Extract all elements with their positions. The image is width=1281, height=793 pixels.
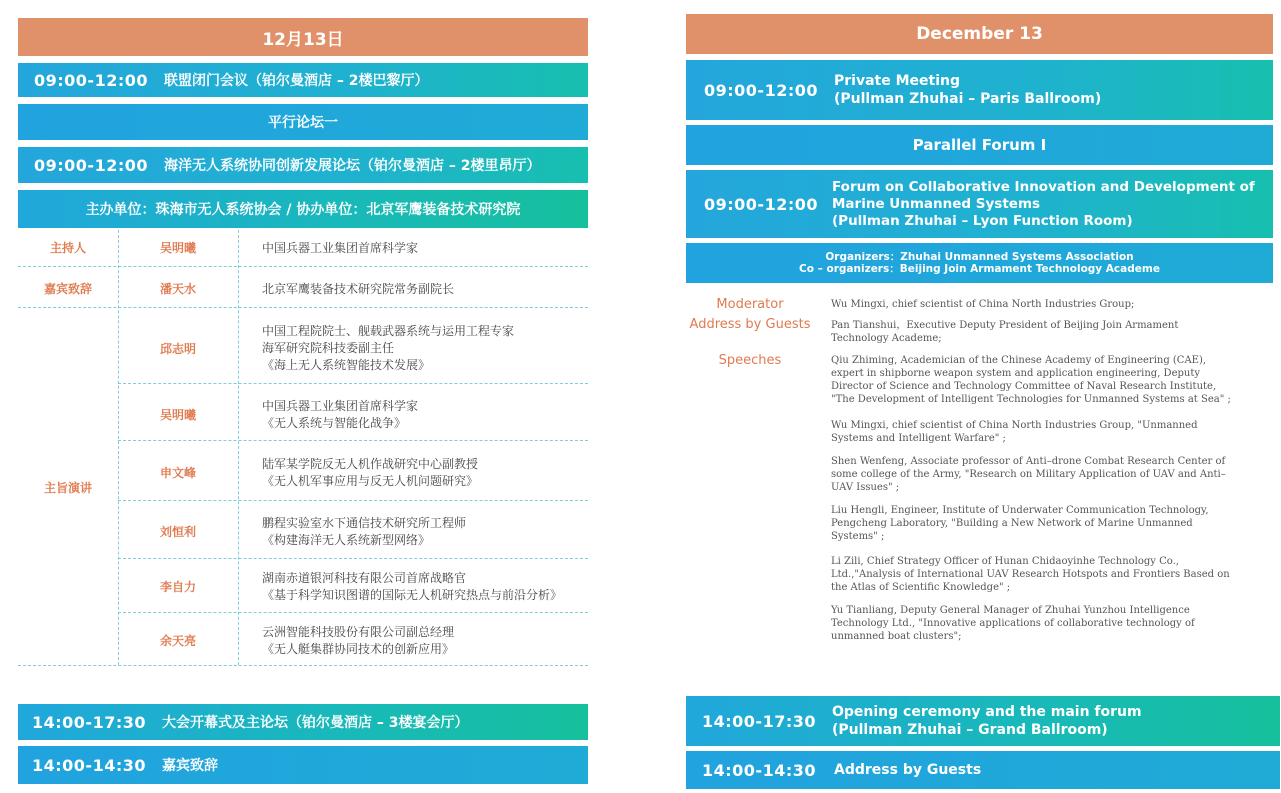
left-session-address bbox=[18, 746, 588, 784]
person-name: 吴明曦 bbox=[159, 241, 196, 255]
organizers-line: Co – organizers：Beijing Join Armament Technology Academe bbox=[799, 263, 1160, 275]
person-name: 李自力 bbox=[159, 580, 196, 594]
title-line: Private Meeting bbox=[834, 73, 960, 89]
session-time: 09:00-12:00 bbox=[34, 70, 148, 90]
desc-line: 云洲智能科技股份有限公司副总经理 bbox=[262, 625, 455, 639]
session-title bbox=[834, 72, 1101, 108]
right-session-forum bbox=[686, 170, 1273, 238]
person-desc bbox=[262, 323, 514, 374]
session-time: 09:00-12:00 bbox=[704, 80, 818, 100]
session-title: Address by Guests bbox=[834, 762, 982, 778]
desc-line: 中国工程院院士、舰载武器系统与运用工程专家 bbox=[262, 324, 515, 338]
left-session-private-meeting bbox=[18, 63, 588, 97]
speech-item bbox=[831, 555, 1256, 594]
left-organizers-bar bbox=[18, 190, 588, 228]
left-session-opening bbox=[18, 704, 588, 740]
person-name: 邱志明 bbox=[159, 342, 196, 356]
person-name: 申文峰 bbox=[159, 466, 196, 480]
right-date-label: December 13 bbox=[916, 24, 1043, 44]
forum-label: Parallel Forum I bbox=[912, 136, 1047, 154]
session-title: 海洋无人系统协同创新发展论坛（铂尔曼酒店 – 2楼里昂厅） bbox=[164, 158, 541, 174]
right-session-opening bbox=[686, 696, 1280, 746]
desc-line: 陆军某学院反无人机作战研究中心副教授 bbox=[262, 457, 479, 471]
right-session-private-meeting bbox=[686, 60, 1273, 120]
text-line: unmanned boat clusters"; bbox=[831, 631, 962, 642]
desc-line: 中国兵器工业集团首席科学家 bbox=[262, 399, 419, 413]
table-divider bbox=[118, 558, 588, 559]
person-name: 余天亮 bbox=[159, 634, 196, 648]
session-title: 大会开幕式及主论坛（铂尔曼酒店 – 3楼宴会厅） bbox=[162, 715, 469, 731]
left-session-forum bbox=[18, 147, 588, 183]
session-title: 嘉宾致辞 bbox=[162, 758, 218, 774]
text-line: Wu Mingxi, chief scientist of China North Industries Group, "Unmanned bbox=[831, 420, 1198, 431]
text-line: Director of Science and Technology Committee of Naval Research Institute, bbox=[831, 381, 1217, 392]
speech-item bbox=[831, 504, 1256, 543]
session-title bbox=[832, 179, 1255, 230]
session-time: 14:00-14:30 bbox=[32, 755, 146, 775]
person-desc bbox=[262, 624, 454, 658]
title-line: (Pullman Zhuhai – Lyon Function Room) bbox=[832, 212, 1133, 229]
table-divider bbox=[18, 266, 588, 267]
role-guest-address: 嘉宾致辞 bbox=[43, 282, 92, 296]
session-time: 09:00-12:00 bbox=[34, 155, 148, 175]
text-line: Systems" ; bbox=[831, 531, 885, 542]
session-time: 09:00-12:00 bbox=[704, 194, 818, 214]
person-name: 潘天水 bbox=[159, 282, 196, 296]
text-line: Shen Wenfeng, Associate professor of Anti–drone Combat Research Center of bbox=[831, 456, 1226, 467]
right-forum-label-bar bbox=[686, 125, 1273, 165]
table-divider bbox=[118, 383, 588, 384]
desc-line: 湖南赤道银河科技有限公司首席战略官 bbox=[262, 571, 467, 585]
left-date-header bbox=[18, 18, 588, 56]
table-divider bbox=[18, 307, 588, 308]
session-time: 14:00-14:30 bbox=[702, 760, 816, 780]
person-name: 吴明曦 bbox=[159, 408, 196, 422]
person-name: 刘恒利 bbox=[159, 525, 196, 539]
table-divider bbox=[118, 440, 588, 441]
desc-line: 《无人系统与智能化战争》 bbox=[262, 416, 407, 430]
person-desc: 北京军鹰装备技术研究院常务副院长 bbox=[262, 282, 455, 296]
speech-item bbox=[831, 604, 1256, 643]
session-time: 14:00-17:30 bbox=[702, 711, 816, 731]
session-time: 14:00-17:30 bbox=[32, 712, 146, 732]
left-forum-label-bar bbox=[18, 104, 588, 140]
role-keynote: 主旨演讲 bbox=[43, 481, 92, 495]
desc-line: 《无人机军事应用与反无人机问题研究》 bbox=[262, 474, 479, 488]
desc-line: 《基于科学知识图谱的国际无人机研究热点与前沿分析》 bbox=[262, 588, 563, 602]
forum-label: 平行论坛一 bbox=[268, 115, 338, 131]
desc-line: 海军研究院科技委副主任 bbox=[262, 341, 395, 355]
text-line: Ltd.,"Analysis of International UAV Research Hotspots and Frontiers Based on bbox=[831, 569, 1230, 580]
title-line: (Pullman Zhuhai – Grand Ballroom) bbox=[832, 722, 1108, 738]
moderator-text: Wu Mingxi, chief scientist of China North Industries Group; bbox=[831, 299, 1135, 310]
text-line: Technology Ltd., "Innovative applications of collaborative technology of bbox=[831, 618, 1195, 629]
person-desc bbox=[262, 398, 418, 432]
organizers-text: 主办单位：珠海市无人系统协会 / 协办单位：北京军鹰装备技术研究院 bbox=[85, 202, 521, 218]
speech-item bbox=[831, 419, 1256, 445]
text-line: Liu Hengli, Engineer, Institute of Underwater Communication Technology, bbox=[831, 505, 1209, 516]
person-desc bbox=[262, 515, 466, 549]
role-moderator: Moderator bbox=[716, 297, 784, 312]
text-line: Technology Academe; bbox=[831, 333, 942, 344]
title-line: Marine Unmanned Systems bbox=[832, 195, 1041, 212]
desc-line: 《构建海洋无人系统新型网络》 bbox=[262, 533, 431, 547]
guests-text bbox=[831, 319, 1256, 345]
table-column-divider bbox=[238, 230, 239, 665]
role-speeches: Speeches bbox=[718, 353, 782, 368]
person-desc bbox=[262, 456, 478, 490]
session-title bbox=[832, 703, 1142, 739]
title-line: Opening ceremony and the main forum bbox=[832, 704, 1142, 720]
text-line: Yu Tianliang, Deputy General Manager of Zhuhai Yunzhou Intelligence bbox=[831, 605, 1190, 616]
right-organizers-bar bbox=[686, 243, 1273, 283]
speech-item bbox=[831, 354, 1256, 406]
text-line: some college of the Army, "Research on Military Application of UAV and Anti– bbox=[831, 469, 1226, 480]
text-line: Systems and Intelligent Warfare" ; bbox=[831, 433, 1006, 444]
table-divider bbox=[18, 665, 588, 666]
title-line: (Pullman Zhuhai – Paris Ballroom) bbox=[834, 91, 1102, 107]
table-divider bbox=[118, 612, 588, 613]
text-line: the Atlas of Scientific Knowledge" ; bbox=[831, 582, 1011, 593]
text-line: Pengcheng Laboratory, "Building a New Network of Marine Unmanned bbox=[831, 518, 1193, 529]
speech-item bbox=[831, 455, 1256, 494]
table-divider bbox=[118, 500, 588, 501]
desc-line: 《无人艇集群协同技术的创新应用》 bbox=[262, 642, 455, 656]
text-line: Qiu Zhiming, Academician of the Chinese Academy of Engineering (CAE), bbox=[831, 355, 1207, 366]
right-date-header bbox=[686, 14, 1273, 54]
role-moderator: 主持人 bbox=[49, 241, 86, 255]
title-line: Forum on Collaborative Innovation and Development of bbox=[832, 178, 1255, 195]
person-desc: 中国兵器工业集团首席科学家 bbox=[262, 241, 419, 255]
person-desc bbox=[262, 570, 562, 604]
text-line: Pan Tianshui，Executive Deputy President of Beijing Join Armament bbox=[831, 320, 1179, 331]
left-date-label: 12月13日 bbox=[262, 29, 344, 50]
right-session-address bbox=[686, 751, 1280, 789]
text-line: Li Zili, Chief Strategy Officer of Hunan Chidaoyinhe Technology Co., bbox=[831, 556, 1179, 567]
desc-line: 《海上无人系统智能技术发展》 bbox=[262, 358, 431, 372]
text-line: "The Development of Intelligent Technologies for Unmanned Systems at Sea" ; bbox=[831, 394, 1231, 405]
role-guest-address: Address by Guests bbox=[689, 317, 811, 332]
organizers-line: Organizers：Zhuhai Unmanned Systems Association bbox=[825, 251, 1134, 263]
desc-line: 鹏程实验室水下通信技术研究所工程师 bbox=[262, 516, 467, 530]
text-line: UAV Issues" ; bbox=[831, 482, 900, 493]
session-title: 联盟闭门会议（铂尔曼酒店 – 2楼巴黎厅） bbox=[164, 73, 429, 89]
text-line: expert in shipborne weapon system and application engineering, Deputy bbox=[831, 368, 1200, 379]
